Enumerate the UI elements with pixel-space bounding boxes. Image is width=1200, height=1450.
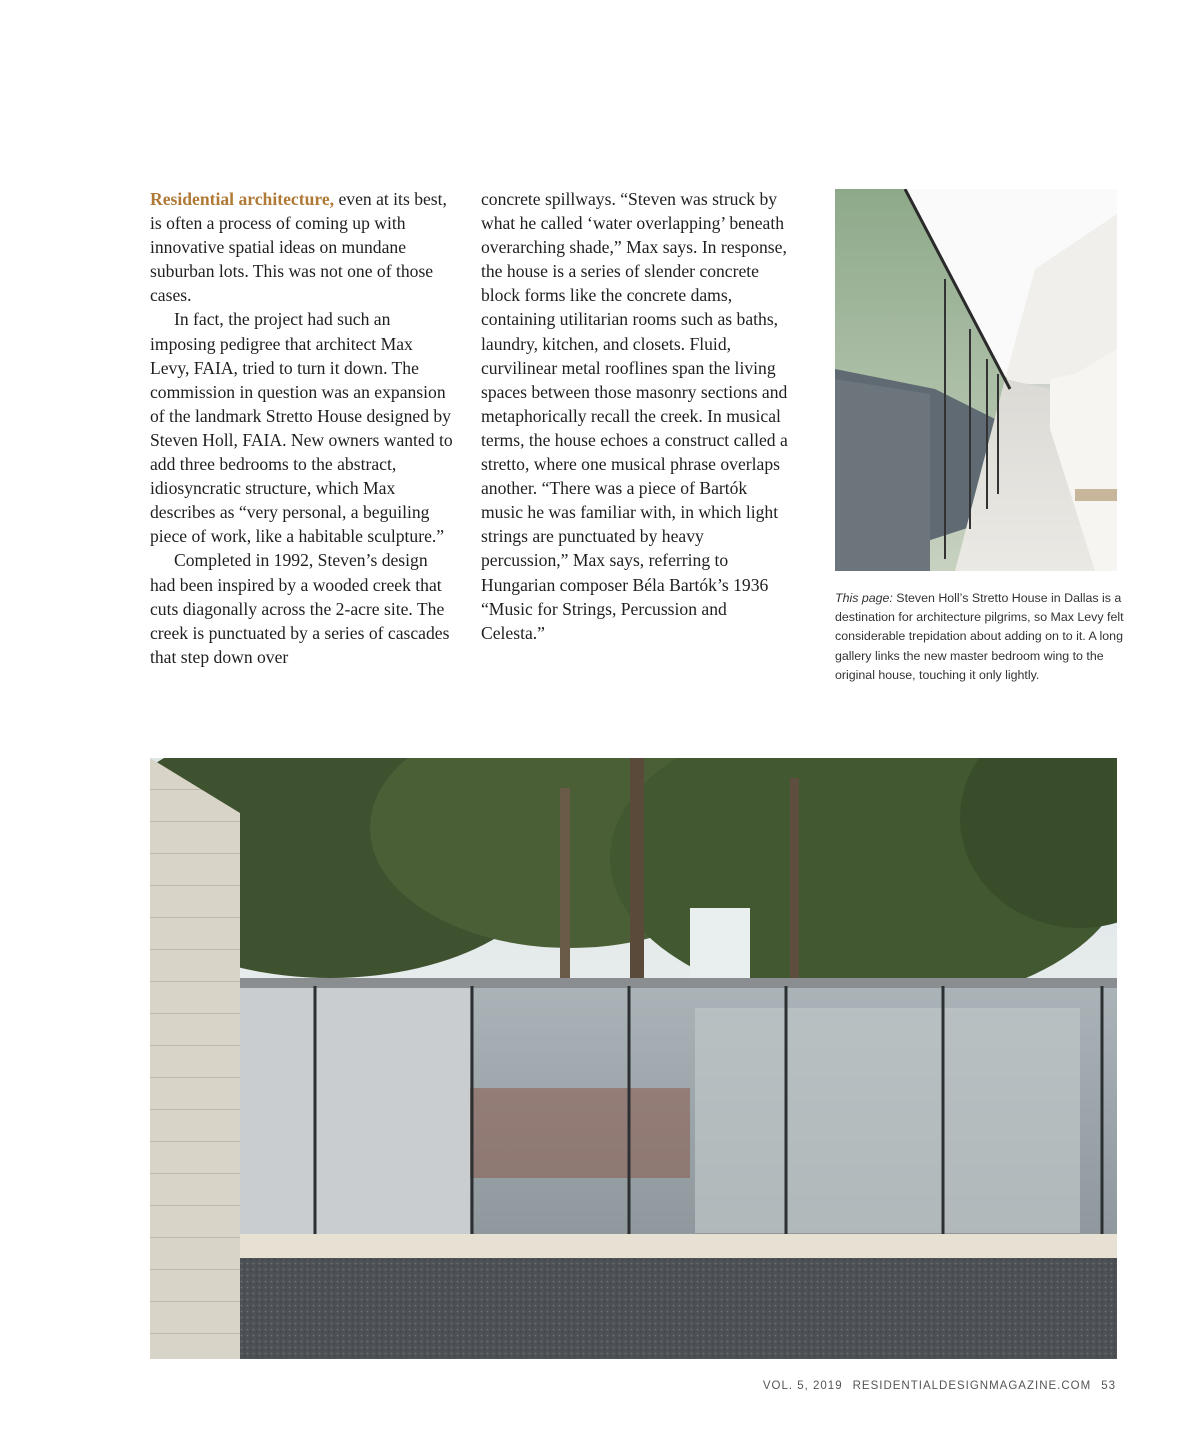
photo-caption xyxy=(835,589,1125,685)
caption-lead: This page: xyxy=(835,591,893,605)
paragraph-stretto: concrete spillways. “Steven was struck by what he called ‘water overlapping’ beneath overarching shade,” Max says. In response, the house is a series of slender concrete block forms like the concrete dams, containing utilitarian rooms such as baths, laundry, kitchen, and closets. Fluid, curvilinear metal rooflines span the living spaces between those masonry sections and metaphorically recall the creek. In musical terms, the house echoes a construct called a stretto, where one musical phrase overlaps another. “There was a piece of Bartók music he was familiar with, in which light strings are punctuated by heavy percussion,” Max says, referring to Hungarian composer Béla Bartók’s 1936 “Music for Strings, Percussion and Celesta.” xyxy=(481,189,788,643)
footer-site: RESIDENTIALDESIGNMAGAZINE.COM xyxy=(852,1380,1092,1392)
paragraph-intro-text: even at its best, is often a process of coming up with innovative spatial ideas on mundane suburban lots. This was not one of those cases. xyxy=(150,189,447,306)
paragraph-pedigree: In fact, the project had such an imposing pedigree that architect Max Levy, FAIA, tried to turn it down. The commission in question was an expansion of the landmark Stretto House designed by Steven Holl, FAIA. New owners wanted to add three bedrooms to the abstract, idiosyncratic structure, which Max describes as “very personal, a beguiling piece of work, like a habitable sculpture.” xyxy=(150,309,453,547)
footer-page-number: 53 xyxy=(1101,1380,1116,1392)
paragraph-design-origin: Completed in 1992, Steven’s design had been inspired by a wooded creek that cuts diagonally across the 2-acre site. The creek is punctuated by a series of cascades that step down over xyxy=(150,550,450,667)
exterior-gallery-photo xyxy=(150,758,1117,1359)
footer-volume: VOL. 5, 2019 xyxy=(762,1380,843,1392)
lead-in: Residential architecture, xyxy=(150,189,335,209)
paragraph-intro xyxy=(150,187,456,307)
gallery-interior-photo xyxy=(835,189,1117,571)
article-column-1 xyxy=(150,187,456,669)
page-footer xyxy=(763,1380,1116,1392)
caption-text: Steven Holl’s Stretto House in Dallas is a destination for architecture pilgrims, so Max Levy felt considerable trepidation about adding on to it. A long gallery links the new master bedroom wing to the original house, touching it only lightly. xyxy=(835,591,1124,682)
article-column-2 xyxy=(481,187,791,645)
